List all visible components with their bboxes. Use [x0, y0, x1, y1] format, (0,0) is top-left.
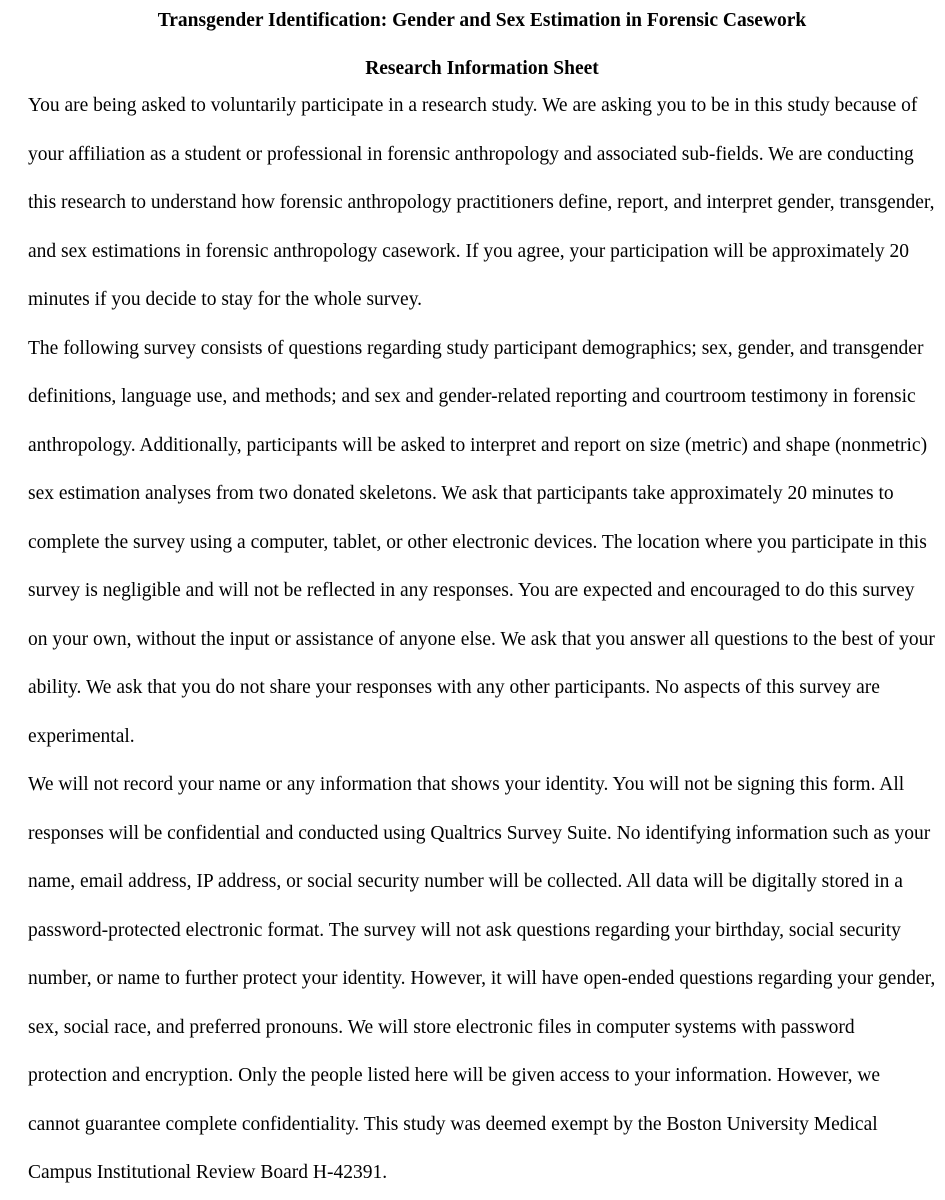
document-subtitle: Research Information Sheet	[365, 58, 599, 79]
paragraph-confidentiality: We will not record your name or any information that shows your identity. You will not be signing this form. All responses will be confidential and conducted using Qualtrics Survey Suite. No identifying information such as your name, email address, IP address, or social security number will be collected. All data will be digitally stored in a password-protected electronic format. The survey will not ask questions regarding your birthday, social security number, or name to further protect your identity. However, it will have open-ended questions regarding your gender, sex, social race, and preferred pronouns. We will store electronic files in computer systems with password protection and encryption. Only the people listed here will be given access to your information. However, we cannot guarantee complete confidentiality. This study was deemed exempt by the Boston University Medical Campus Institutional Review Board H-42391.	[28, 774, 936, 1183]
paragraph-survey-description: The following survey consists of questions regarding study participant demographics; sex, gender, and transgender definitions, language use, and methods; and sex and gender-related reporting and courtroom testimony in forensic anthropology. Additionally, participants will be asked to interpret and report on size (metric) and shape (nonmetric) sex estimation analyses from two donated skeletons. We ask that participants take approximately 20 minutes to complete the survey using a computer, tablet, or other electronic devices. The location where you participate in this survey is negligible and will not be reflected in any responses. You are expected and encouraged to do this survey on your own, without the input or assistance of anyone else. We ask that you answer all questions to the best of your ability. We ask that you do not share your responses with any other participants. No aspects of this survey are experimental.	[28, 337, 935, 747]
document-title: Transgender Identification: Gender and Sex Estimation in Forensic Casework	[157, 10, 807, 31]
paragraph-study-purpose: You are being asked to voluntarily participate in a research study. We are asking you to be in this study because of your affiliation as a student or professional in forensic anthropology and associated sub-fields. We are conducting this research to understand how forensic anthropology practitioners define, report, and interpret gender, transgender, and sex estimations in forensic anthropology casework. If you agree, your participation will be approximately 20 minutes if you decide to stay for the whole survey.	[28, 95, 935, 310]
